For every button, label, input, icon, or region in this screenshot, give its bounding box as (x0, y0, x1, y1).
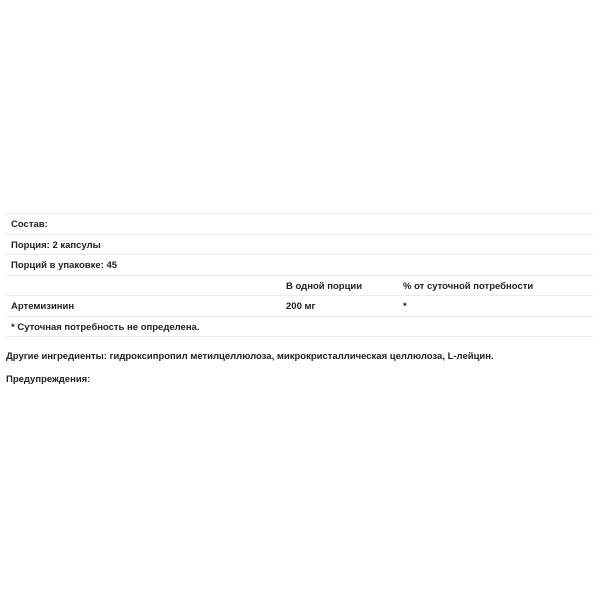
table-row (5, 296, 593, 317)
ingredient-amount: 200 мг (286, 301, 316, 312)
table-header-row (5, 276, 593, 297)
footnote-row (5, 317, 593, 338)
facts-title: Состав: (11, 219, 48, 230)
ingredient-daily-value: * (403, 301, 407, 312)
facts-title-row (5, 214, 593, 235)
serving-size: Порция: 2 капсулы (11, 239, 101, 251)
ingredient-name: Артемизинин (11, 301, 75, 312)
servings-per-container: Порций в упаковке: 45 (11, 260, 118, 271)
servings-per-container-row (5, 255, 593, 276)
warnings-label: Предупреждения: (6, 374, 91, 385)
other-ingredients: Другие ингредиенты: гидроксипропил метилцеллюлоза, микрокристаллическая целлюлоза, L-лейцин. (6, 351, 494, 362)
column-header-daily-value: % от суточной потребности (403, 280, 534, 292)
supplement-facts-table (5, 213, 593, 337)
column-header-amount: В одной порции (286, 280, 363, 292)
footnote: * Суточная потребность не определена. (11, 321, 200, 333)
serving-size-row (5, 235, 593, 256)
